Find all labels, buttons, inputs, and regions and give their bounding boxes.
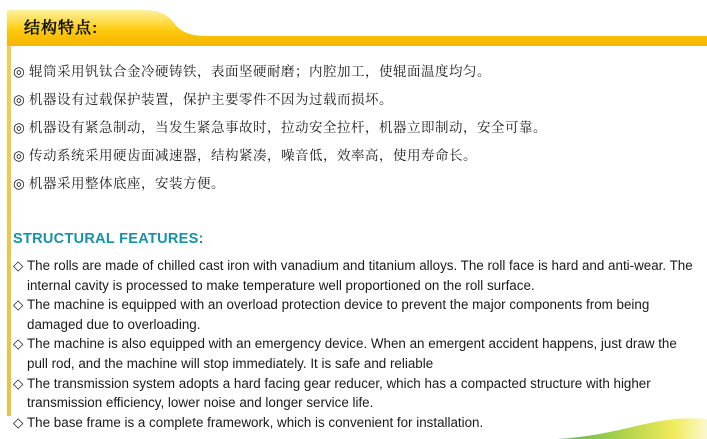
feature-text: The machine is equipped with an overload protection device to prevent the major components from being damaged due to overloading.: [27, 297, 650, 332]
circle-bullet-icon: ◎: [13, 176, 26, 191]
circle-bullet-icon: ◎: [13, 120, 26, 135]
feature-text: 机器采用整体底座，安装方便。: [29, 176, 225, 191]
list-item: [13, 142, 701, 170]
feature-text: 传动系统采用硬齿面减速器，结构紧凑，噪音低，效率高，使用寿命长。: [29, 148, 477, 163]
left-border-stripe: [7, 46, 11, 416]
feature-text: 机器设有紧急制动，当发生紧急事故时，拉动安全拉杆，机器立即制动，安全可靠。: [29, 120, 547, 135]
feature-text: The base frame is a complete framework, which is convenient for installation.: [27, 414, 484, 430]
diamond-bullet-icon: ◇: [13, 414, 24, 430]
diamond-bullet-icon: ◇: [13, 297, 24, 313]
page-title: 结构特点:: [24, 20, 99, 37]
list-item: [13, 334, 701, 373]
feature-text: 机器设有过载保护装置，保护主要零件不因为过载而损坏。: [29, 92, 393, 107]
list-item: [13, 256, 701, 295]
list-item: [13, 58, 701, 86]
circle-bullet-icon: ◎: [13, 148, 26, 163]
diamond-bullet-icon: ◇: [13, 336, 24, 352]
list-item: [13, 170, 701, 198]
circle-bullet-icon: ◎: [13, 92, 26, 107]
feature-text: 辊筒采用钒钛合金冷硬铸铁，表面坚硬耐磨；内腔加工，使辊面温度均匀。: [29, 64, 491, 79]
list-item: [13, 86, 701, 114]
feature-text: The machine is also equipped with an emergency device. When an emergent accident happens, just draw the pull rod, and the machine will stop immediately. It is safe and reliable: [27, 336, 677, 371]
page-content: [13, 52, 701, 432]
diamond-bullet-icon: ◇: [13, 375, 24, 391]
corner-swoosh-decoration: [557, 417, 707, 439]
feature-text: The rolls are made of chilled cast iron with vanadium and titanium alloys. The roll face is hard and anti-wear. The internal cavity is processed to make temperature well proportioned on the roll surface.: [27, 258, 693, 293]
section-heading-english: STRUCTURAL FEATURES:: [13, 231, 204, 247]
header-tab-shape: [7, 10, 707, 46]
list-item: [13, 374, 701, 413]
diamond-bullet-icon: ◇: [13, 258, 24, 273]
list-item: [13, 295, 701, 334]
english-feature-list: [13, 256, 701, 432]
circle-bullet-icon: ◎: [13, 64, 26, 79]
chinese-feature-list: [13, 58, 701, 198]
list-item: [13, 114, 701, 142]
feature-text: The transmission system adopts a hard facing gear reducer, which has a compacted structure with higher transmission efficiency, lower noise and longer service life.: [27, 375, 651, 411]
